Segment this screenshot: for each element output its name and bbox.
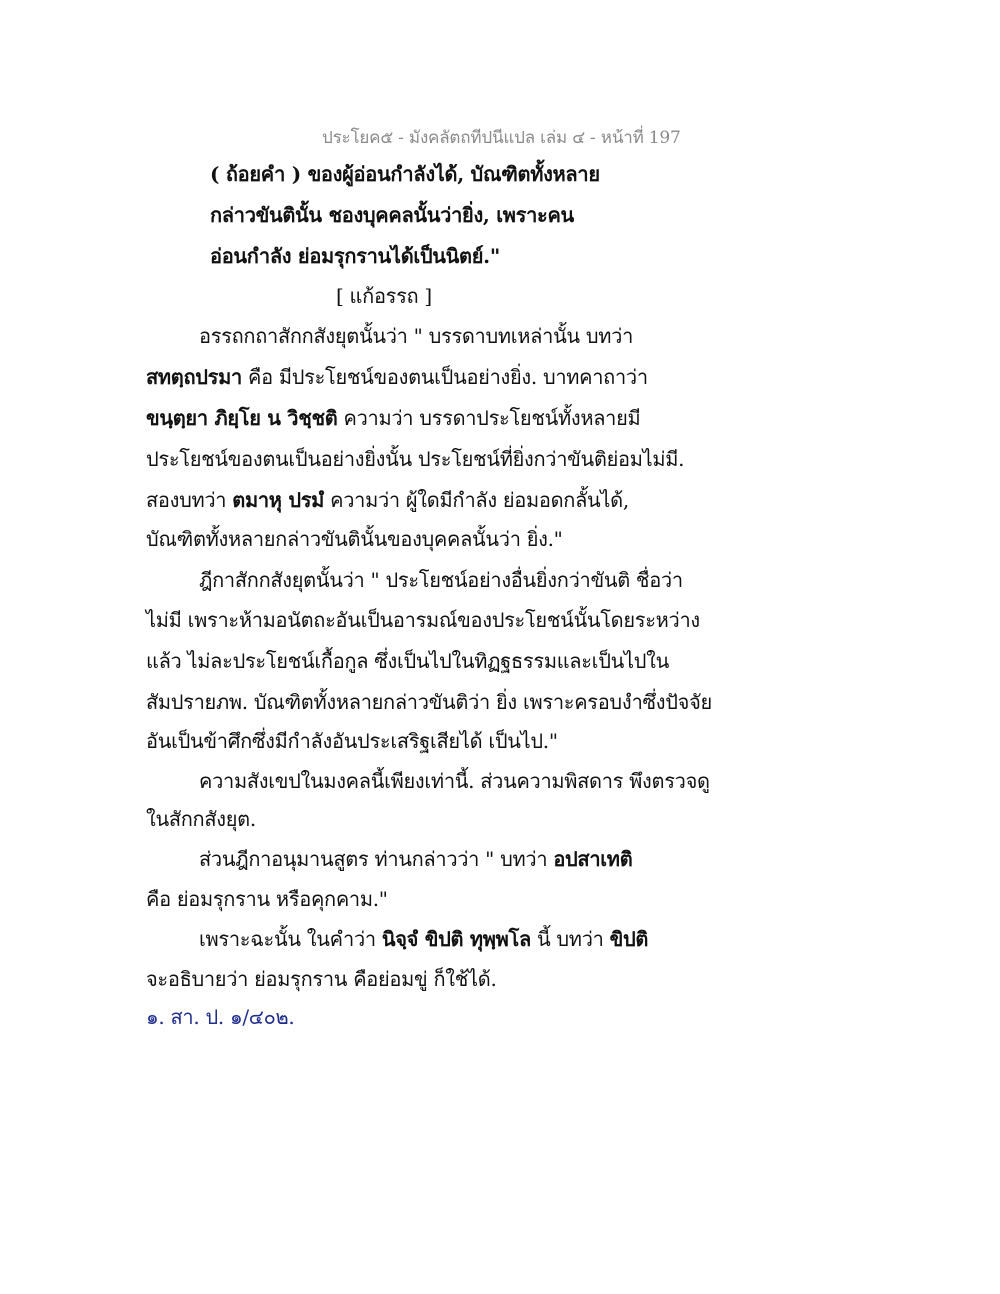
section-heading: [ แก้อรรถ ] [336, 284, 432, 308]
quote-line-3: อ่อนกำลัง ย่อมรุกรานได้เป็นนิตย์." [210, 244, 500, 268]
text-span: ความว่า ผู้ใดมีกำลัง ย่อมอดกลั้นได้, [324, 488, 629, 512]
p1-line-5 [146, 487, 629, 513]
p2-line-1: ฎีกาสักกสังยุตนั้นว่า " ประโยชน์อย่างอื่นยิ่งกว่าขันติ ชื่อว่า [199, 568, 683, 592]
p1-line-1: อรรถกถาสักกสังยุตนั้นว่า " บรรดาบทเหล่านั้น บทว่า [199, 324, 634, 348]
text-span: ส่วนฎีกาอนุมานสูตร ท่านกล่าวว่า " บทว่า [199, 847, 554, 871]
text-span: เพราะฉะนั้น ในคำว่า [199, 927, 382, 951]
pali-term: นิจฺจํ ขิปติ ทุพฺพโล [381, 927, 531, 951]
p1-line-2 [146, 364, 648, 390]
p2-line-2: ไม่มี เพราะห้ามอนัตถะอันเป็นอารมณ์ของประโยชน์นั้นโดยระหว่าง [146, 608, 700, 632]
p5-line-1 [199, 926, 648, 952]
p4-line-1 [199, 846, 632, 872]
p2-line-5: อันเป็นข้าศึกซึ่งมีกำลังอันประเสริฐเสียได้ เป็นไป." [146, 729, 558, 753]
pali-term: ขิปติ [609, 927, 649, 951]
text-span: นี้ บทว่า [530, 927, 610, 951]
pali-term: ขนฺตฺยา ภิยฺโย น วิชฺชติ [146, 406, 338, 430]
p2-line-3: แล้ว ไม่ละประโยชน์เกื้อกูล ซึ่งเป็นไปในทิฏฐธรรมและเป็นไปใน [146, 649, 669, 673]
text-span: สองบทว่า [146, 488, 233, 512]
p1-line-4: ประโยชน์ของตนเป็นอย่างยิ่งนั้น ประโยชน์ที่ยิ่งกว่าขันติย่อมไม่มี. [146, 447, 685, 471]
pali-term: ตมาหุ ปรมํ [232, 488, 325, 512]
quote-line-2: กล่าวขันตินั้น ชองบุคคลนั้นว่ายิ่ง, เพราะคน [210, 203, 574, 227]
p1-line-6: บัณฑิตทั้งหลายกล่าวขันตินั้นของบุคคลนั้นว่า ยิ่ง." [146, 527, 563, 551]
p4-line-2: คือ ย่อมรุกราน หรือคุกคาม." [146, 887, 388, 911]
p3-line-2: ในสักกสังยุต. [146, 807, 256, 831]
p1-line-3 [146, 405, 640, 431]
quote-line-1: ( ถ้อยคำ ) ของผู้อ่อนกำลังได้, บัณฑิตทั้งหลาย [210, 162, 600, 186]
p5-line-2: จะอธิบายว่า ย่อมรุกราน คือย่อมขู่ ก็ใช้ได้. [146, 967, 497, 991]
text-span: ความว่า บรรดาประโยชน์ทั้งหลายมี [337, 406, 641, 430]
page-header: ประโยค๕ - มังคลัตถทีปนีแปล เล่ม ๔ - หน้าที่ 197 [322, 128, 681, 148]
p3-line-1: ความสังเขปในมงคลนี้เพียงเท่านี้. ส่วนความพิสดาร พึงตรวจดู [199, 769, 710, 793]
pali-term: สทตฺถปรมา [146, 365, 242, 389]
p2-line-4: สัมปรายภพ. บัณฑิตทั้งหลายกล่าวขันติว่า ยิ่ง เพราะครอบงำซึ่งปัจจัย [146, 690, 712, 714]
pali-term: อปสาเทติ [553, 847, 633, 871]
footnote: ๑. สา. ป. ๑/๔๐๒. [146, 1005, 295, 1029]
text-span: คือ มีประโยชน์ของตนเป็นอย่างยิ่ง. บาทคาถาว่า [241, 365, 648, 389]
